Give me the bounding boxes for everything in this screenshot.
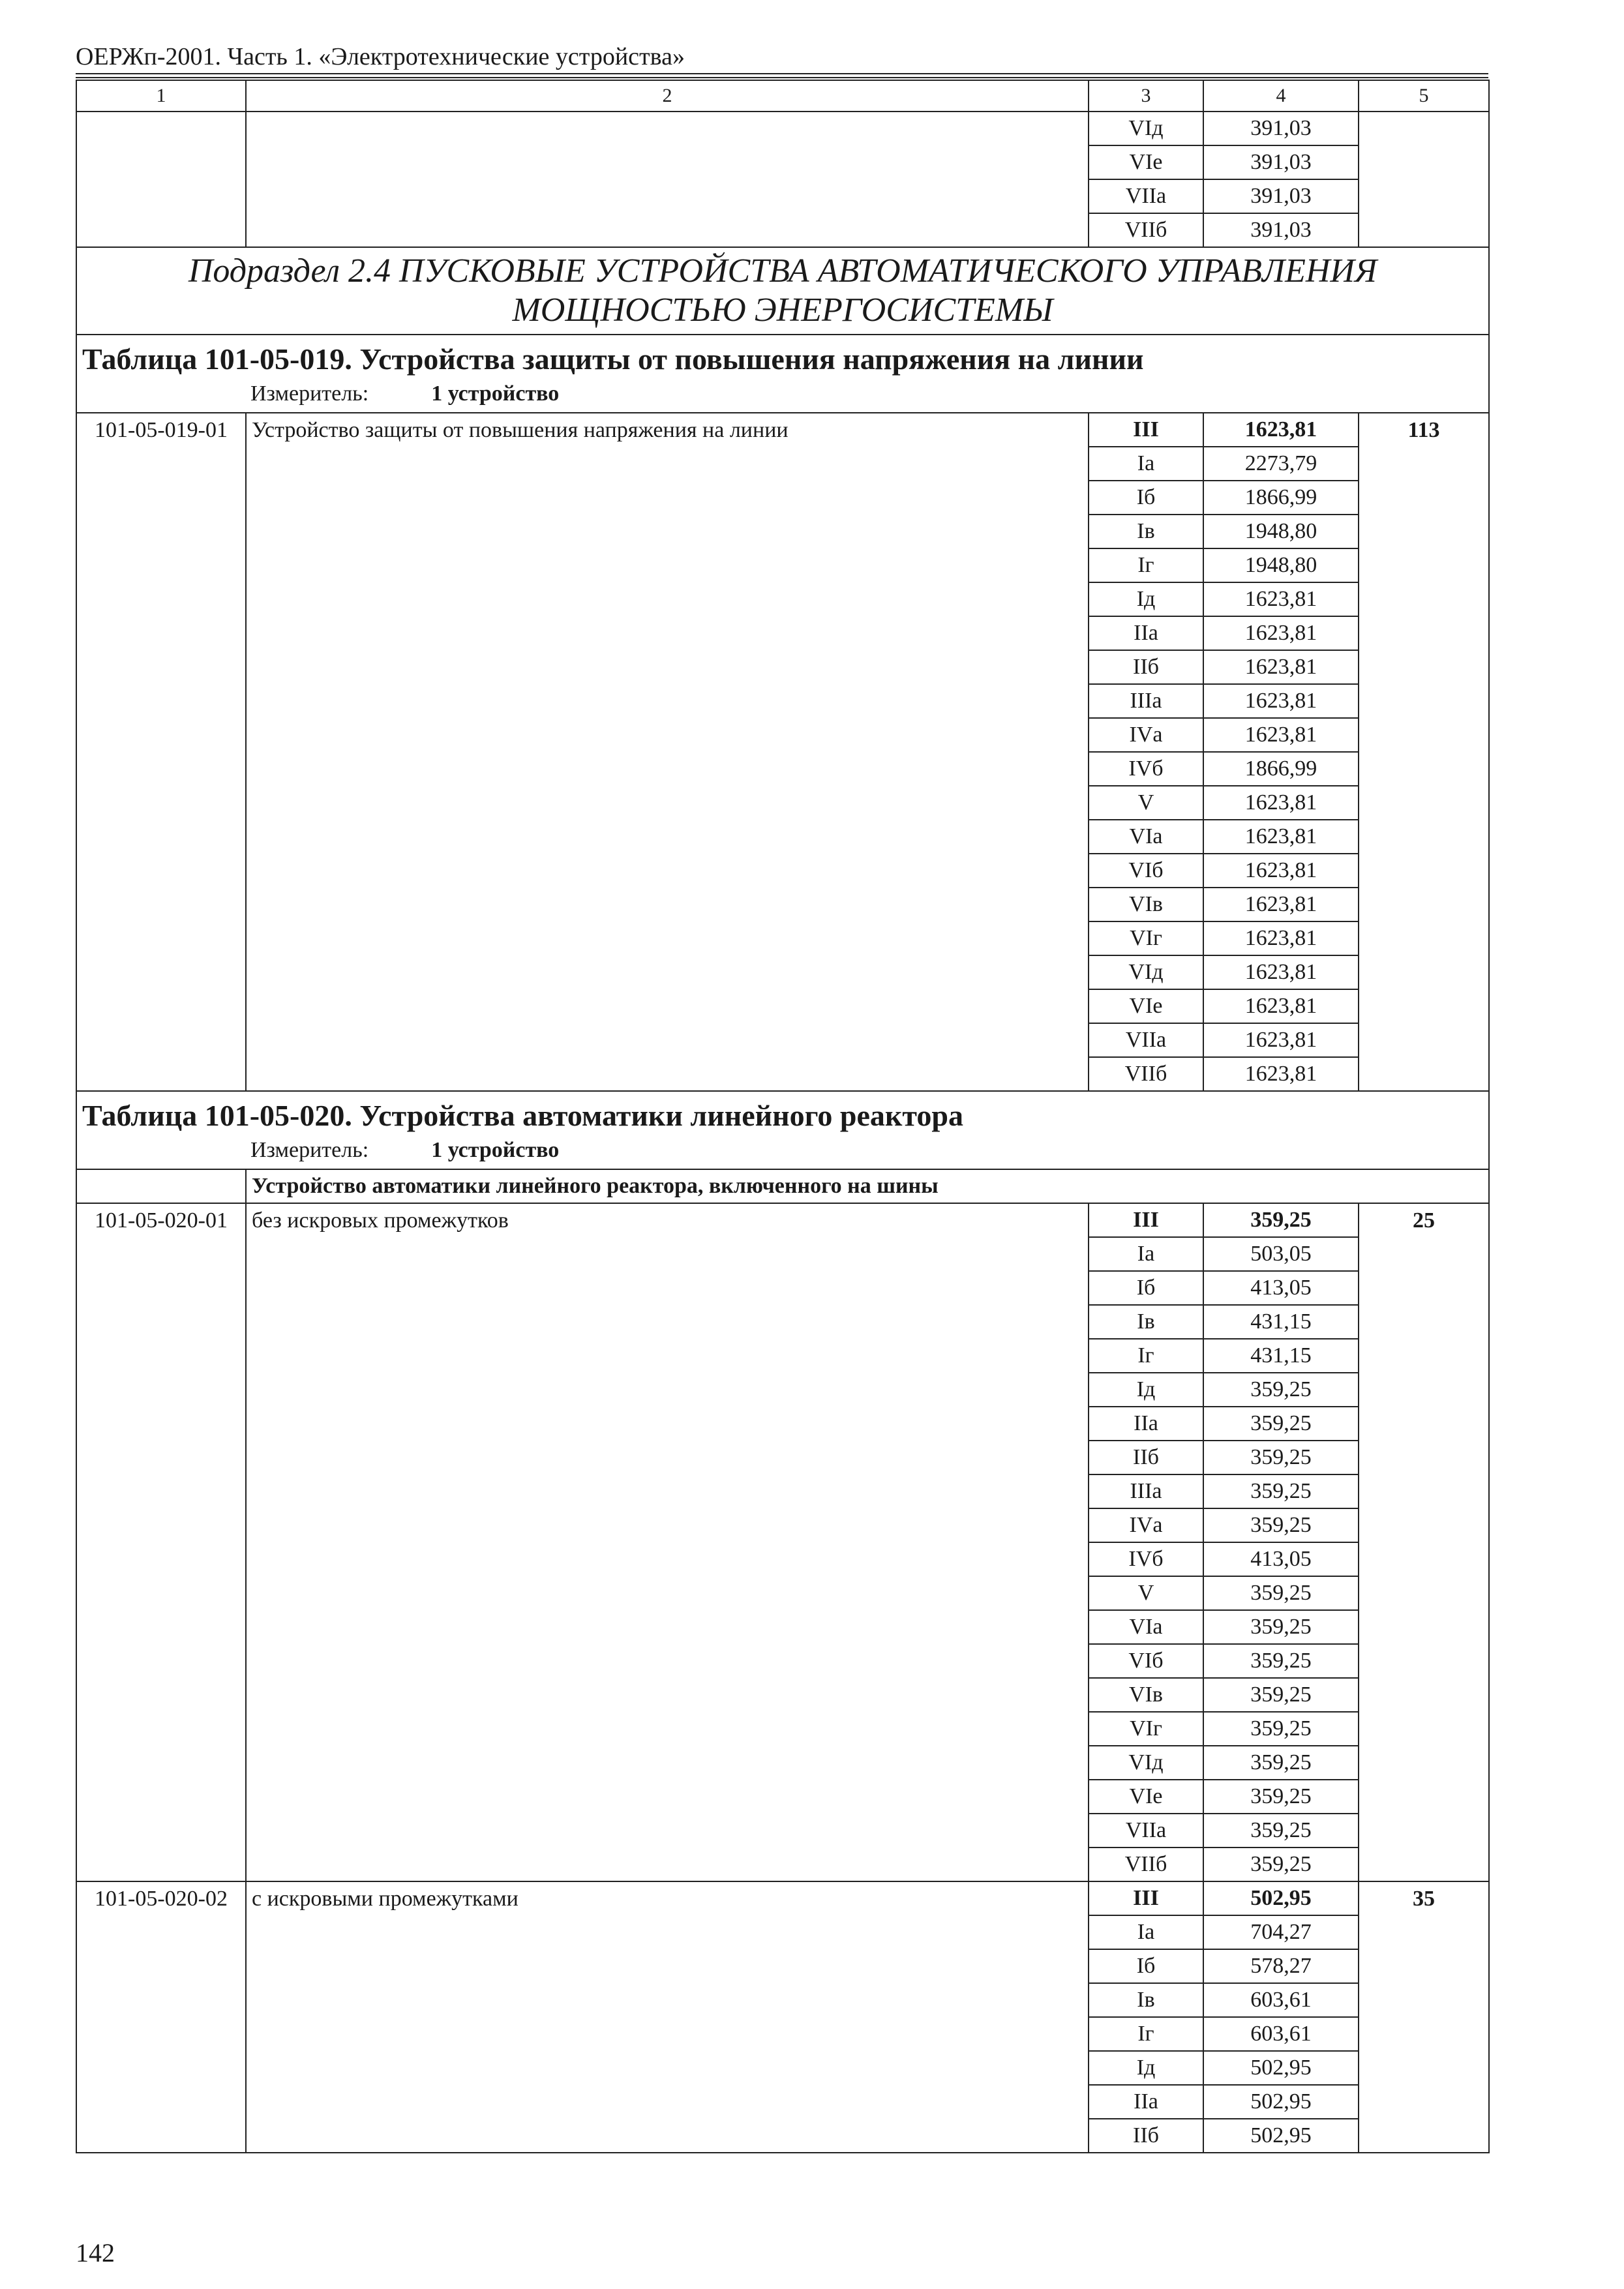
zone-cell: V bbox=[1089, 1576, 1203, 1610]
table-title-row bbox=[76, 335, 1489, 380]
price-cell: 502,95 bbox=[1203, 2085, 1359, 2119]
zone-cell: IIа bbox=[1089, 1407, 1203, 1441]
price-cell: 502,95 bbox=[1203, 1881, 1359, 1915]
header-rule bbox=[76, 73, 1488, 74]
price-cell: 1623,81 bbox=[1203, 888, 1359, 921]
measure-label: Измеритель: bbox=[250, 382, 369, 406]
price-cell: 1866,99 bbox=[1203, 481, 1359, 515]
item-name: с искровыми промежутками bbox=[246, 1881, 1089, 2153]
price-cell: 603,61 bbox=[1203, 1983, 1359, 2017]
price-cell: 503,05 bbox=[1203, 1237, 1359, 1271]
zone-cell: Iа bbox=[1089, 447, 1203, 481]
zone-cell: VIд bbox=[1089, 112, 1203, 145]
zone-cell: Iб bbox=[1089, 1949, 1203, 1983]
price-cell: 359,25 bbox=[1203, 1678, 1359, 1712]
rates-table bbox=[76, 80, 1490, 2153]
price-cell: 359,25 bbox=[1203, 1441, 1359, 1474]
item-name: Устройство защиты от повышения напряжения на линии bbox=[246, 413, 1089, 1091]
price-cell: 413,05 bbox=[1203, 1271, 1359, 1305]
price-cell: 1623,81 bbox=[1203, 684, 1359, 718]
price-cell: 431,15 bbox=[1203, 1305, 1359, 1339]
price-cell: 1623,81 bbox=[1203, 786, 1359, 820]
price-cell: 502,95 bbox=[1203, 2051, 1359, 2085]
zone-cell: VIд bbox=[1089, 1746, 1203, 1780]
measure-row bbox=[76, 380, 1489, 413]
subheading-row bbox=[76, 1169, 1489, 1203]
zone-cell: VIб bbox=[1089, 1644, 1203, 1678]
zone-cell: Iд bbox=[1089, 582, 1203, 616]
price-cell: 603,61 bbox=[1203, 2017, 1359, 2051]
page-number: 142 bbox=[76, 2238, 115, 2267]
zone-cell: IIб bbox=[1089, 1441, 1203, 1474]
zone-cell: IIа bbox=[1089, 2085, 1203, 2119]
measure-cell bbox=[76, 380, 1489, 413]
zone-cell: VIIб bbox=[1089, 1848, 1203, 1881]
price-cell: 1623,81 bbox=[1203, 820, 1359, 854]
zone-cell: Iб bbox=[1089, 1271, 1203, 1305]
zone-cell: III bbox=[1089, 413, 1203, 447]
zone-cell: IVа bbox=[1089, 1508, 1203, 1542]
price-cell: 359,25 bbox=[1203, 1712, 1359, 1746]
price-cell: 359,25 bbox=[1203, 1373, 1359, 1407]
zone-cell: VIв bbox=[1089, 888, 1203, 921]
name-cell bbox=[246, 112, 1089, 247]
zone-cell: VIв bbox=[1089, 1678, 1203, 1712]
rates-table-body bbox=[76, 80, 1489, 2153]
price-cell: 1948,80 bbox=[1203, 515, 1359, 548]
zone-cell: VIIб bbox=[1089, 213, 1203, 247]
zone-cell: VIIа bbox=[1089, 1814, 1203, 1848]
table-title: Таблица 101-05-020. Устройства автоматики линейного реактора bbox=[76, 1091, 1489, 1136]
price-cell: 1623,81 bbox=[1203, 650, 1359, 684]
price-cell: 413,05 bbox=[1203, 1542, 1359, 1576]
zone-cell: Iв bbox=[1089, 1983, 1203, 2017]
measure-value: 1 устройство bbox=[431, 382, 560, 406]
item-name: без искровых промежутков bbox=[246, 1203, 1089, 1881]
column-number: 2 bbox=[246, 80, 1089, 112]
zone-cell: IIа bbox=[1089, 616, 1203, 650]
table-row bbox=[76, 112, 1489, 145]
zone-cell: IIб bbox=[1089, 2119, 1203, 2153]
zone-cell: Iг bbox=[1089, 1339, 1203, 1373]
labor-cell bbox=[1359, 112, 1489, 247]
measure-label: Измеритель: bbox=[250, 1138, 369, 1162]
subsection-row bbox=[76, 247, 1489, 335]
price-cell: 578,27 bbox=[1203, 1949, 1359, 1983]
item-code: 101-05-020-02 bbox=[76, 1881, 246, 2153]
zone-cell: Iд bbox=[1089, 2051, 1203, 2085]
measure-row bbox=[76, 1136, 1489, 1169]
labor-cost: 25 bbox=[1359, 1203, 1489, 1881]
zone-cell: IIIа bbox=[1089, 684, 1203, 718]
zone-cell: III bbox=[1089, 1881, 1203, 1915]
labor-cost: 35 bbox=[1359, 1881, 1489, 2153]
zone-cell: IVа bbox=[1089, 718, 1203, 752]
price-cell: 1623,81 bbox=[1203, 718, 1359, 752]
subsection-title: Подраздел 2.4 ПУСКОВЫЕ УСТРОЙСТВА АВТОМАТИЧЕСКОГО УПРАВЛЕНИЯ МОЩНОСТЬЮ ЭНЕРГОСИСТЕМЫ bbox=[76, 247, 1489, 335]
item-code: 101-05-019-01 bbox=[76, 413, 246, 1091]
price-cell: 704,27 bbox=[1203, 1915, 1359, 1949]
zone-cell: III bbox=[1089, 1203, 1203, 1237]
zone-cell: VIIа bbox=[1089, 1023, 1203, 1057]
price-cell: 359,25 bbox=[1203, 1746, 1359, 1780]
price-cell: 359,25 bbox=[1203, 1407, 1359, 1441]
price-cell: 2273,79 bbox=[1203, 447, 1359, 481]
zone-cell: Iг bbox=[1089, 2017, 1203, 2051]
zone-cell: V bbox=[1089, 786, 1203, 820]
price-cell: 359,25 bbox=[1203, 1848, 1359, 1881]
price-cell: 391,03 bbox=[1203, 145, 1359, 179]
price-cell: 359,25 bbox=[1203, 1576, 1359, 1610]
subheading: Устройство автоматики линейного реактора, включенного на шины bbox=[246, 1169, 1489, 1203]
price-cell: 1623,81 bbox=[1203, 854, 1359, 888]
zone-cell: VIе bbox=[1089, 145, 1203, 179]
zone-cell: VIб bbox=[1089, 854, 1203, 888]
price-cell: 359,25 bbox=[1203, 1644, 1359, 1678]
zone-cell: IVб bbox=[1089, 752, 1203, 786]
column-number: 5 bbox=[1359, 80, 1489, 112]
subheading-empty-cell bbox=[76, 1169, 246, 1203]
price-cell: 1623,81 bbox=[1203, 989, 1359, 1023]
price-cell: 1623,81 bbox=[1203, 1023, 1359, 1057]
zone-cell: VIе bbox=[1089, 989, 1203, 1023]
code-cell bbox=[76, 112, 246, 247]
zone-cell: Iв bbox=[1089, 1305, 1203, 1339]
header-rule-double bbox=[76, 77, 1488, 78]
item-code: 101-05-020-01 bbox=[76, 1203, 246, 1881]
zone-cell: VIа bbox=[1089, 820, 1203, 854]
price-cell: 1948,80 bbox=[1203, 548, 1359, 582]
table-title: Таблица 101-05-019. Устройства защиты от повышения напряжения на линии bbox=[76, 335, 1489, 380]
zone-cell: VIIб bbox=[1089, 1057, 1203, 1091]
price-cell: 502,95 bbox=[1203, 2119, 1359, 2153]
price-cell: 1623,81 bbox=[1203, 582, 1359, 616]
zone-cell: VIг bbox=[1089, 1712, 1203, 1746]
measure-value: 1 устройство bbox=[431, 1138, 560, 1162]
price-cell: 359,25 bbox=[1203, 1610, 1359, 1644]
measure-cell bbox=[76, 1136, 1489, 1169]
price-cell: 431,15 bbox=[1203, 1339, 1359, 1373]
table-title-row bbox=[76, 1091, 1489, 1136]
price-cell: 1866,99 bbox=[1203, 752, 1359, 786]
table-row bbox=[76, 1203, 1489, 1237]
zone-cell: VIд bbox=[1089, 955, 1203, 989]
column-number-row bbox=[76, 80, 1489, 112]
column-number: 4 bbox=[1203, 80, 1359, 112]
zone-cell: Iб bbox=[1089, 481, 1203, 515]
price-cell: 1623,81 bbox=[1203, 413, 1359, 447]
zone-cell: Iг bbox=[1089, 548, 1203, 582]
zone-cell: IVб bbox=[1089, 1542, 1203, 1576]
zone-cell: Iа bbox=[1089, 1915, 1203, 1949]
price-cell: 359,25 bbox=[1203, 1508, 1359, 1542]
price-cell: 359,25 bbox=[1203, 1474, 1359, 1508]
zone-cell: IIб bbox=[1089, 650, 1203, 684]
zone-cell: VIIа bbox=[1089, 179, 1203, 213]
labor-cost: 113 bbox=[1359, 413, 1489, 1091]
price-cell: 359,25 bbox=[1203, 1203, 1359, 1237]
zone-cell: Iа bbox=[1089, 1237, 1203, 1271]
table-row bbox=[76, 1881, 1489, 1915]
column-number: 1 bbox=[76, 80, 246, 112]
zone-cell: Iв bbox=[1089, 515, 1203, 548]
price-cell: 1623,81 bbox=[1203, 921, 1359, 955]
price-cell: 1623,81 bbox=[1203, 955, 1359, 989]
price-cell: 1623,81 bbox=[1203, 616, 1359, 650]
price-cell: 359,25 bbox=[1203, 1814, 1359, 1848]
table-row bbox=[76, 413, 1489, 447]
zone-cell: Iд bbox=[1089, 1373, 1203, 1407]
column-number: 3 bbox=[1089, 80, 1203, 112]
price-cell: 1623,81 bbox=[1203, 1057, 1359, 1091]
price-cell: 359,25 bbox=[1203, 1780, 1359, 1814]
price-cell: 391,03 bbox=[1203, 179, 1359, 213]
zone-cell: VIе bbox=[1089, 1780, 1203, 1814]
price-cell: 391,03 bbox=[1203, 112, 1359, 145]
page-header: ОЕРЖп-2001. Часть 1. «Электротехнические устройства» bbox=[76, 43, 685, 70]
zone-cell: VIг bbox=[1089, 921, 1203, 955]
zone-cell: IIIа bbox=[1089, 1474, 1203, 1508]
zone-cell: VIа bbox=[1089, 1610, 1203, 1644]
price-cell: 391,03 bbox=[1203, 213, 1359, 247]
